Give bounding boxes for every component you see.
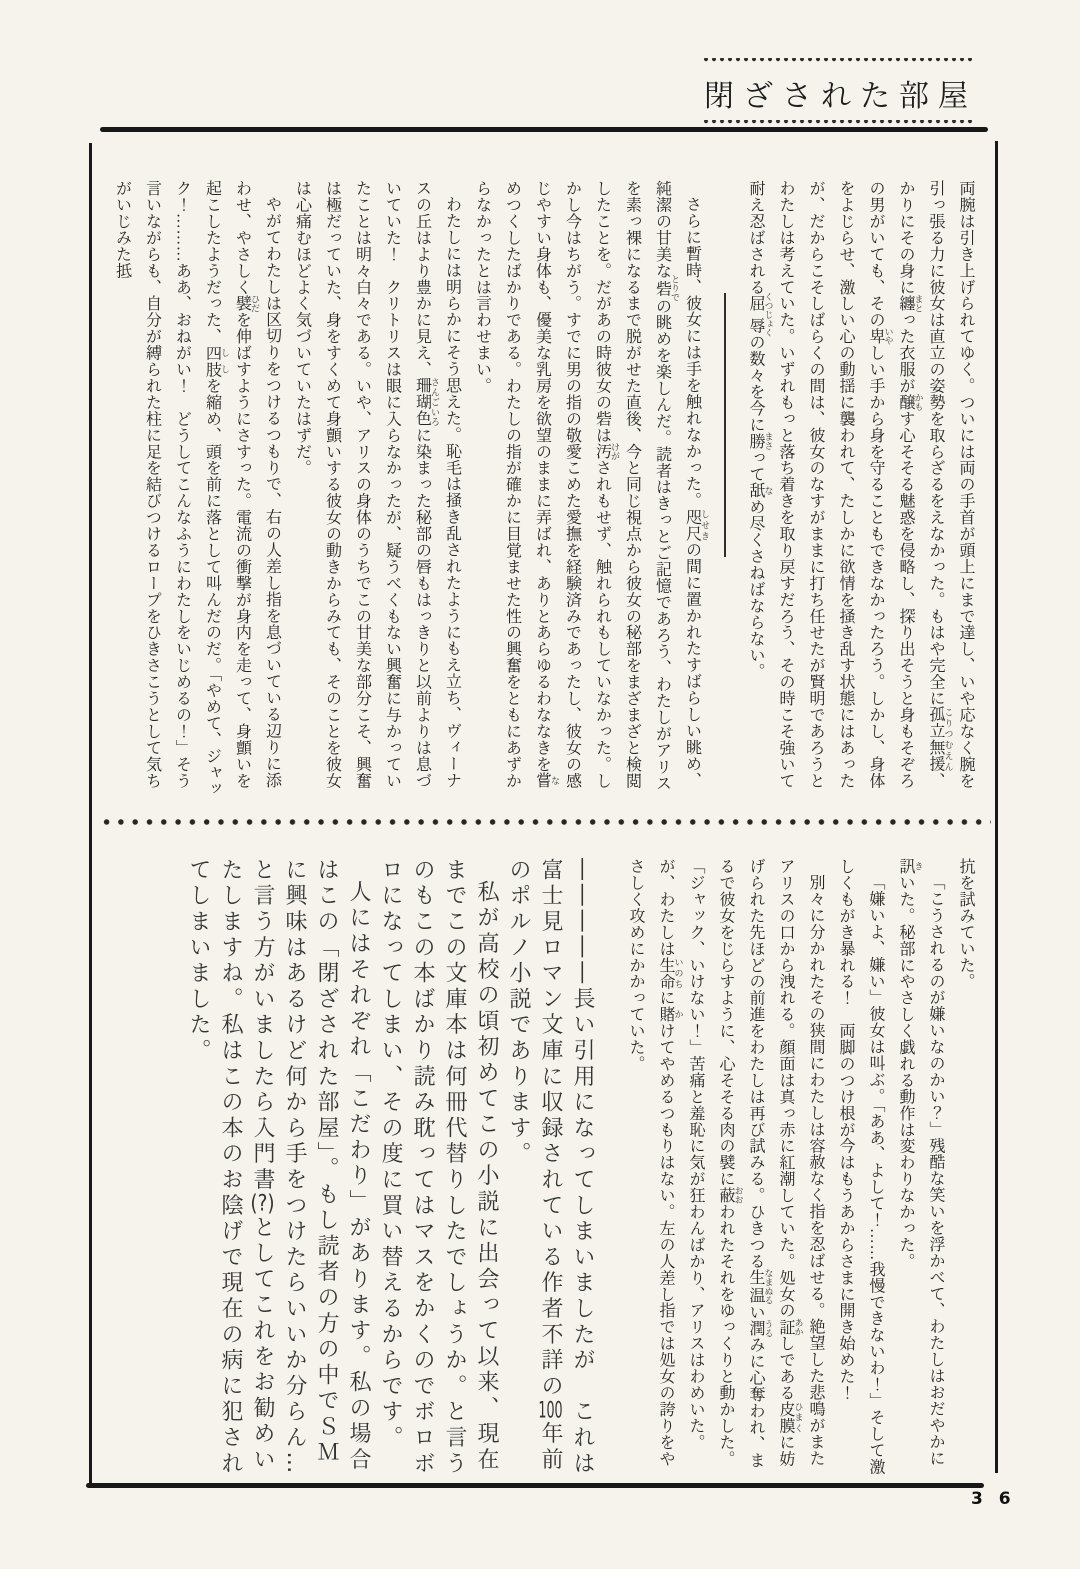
- paragraph: ―――――長い引用になってしまいましたが これは富士見ロマン文庫に収録されている作者不詳の100年前のポルノ小説であります。: [506, 858, 595, 1478]
- paragraph: 私が高校の頃初めてこの小説に出会って以来、現在までこの文庫本は何冊代替りしたでしょうか。と言うのもこの本ばかり読み耽ってはマスをかくのでボロボロになってしまい、その度に買い替えるからです。: [378, 858, 499, 1478]
- quoted-novel-text-lower: [620, 858, 980, 1480]
- frame-top-rule: [100, 127, 988, 132]
- frame-left-rule: [89, 143, 92, 1485]
- section-divider-dash: [710, 180, 740, 804]
- title-wavy-underline: [702, 120, 974, 126]
- handwritten-commentary: [182, 858, 598, 1480]
- paragraph: 両腕は引き上げられてゆく。ついには両の手首が頭上にまで達し、いや応なく腕を引っ張る力に彼女は直立の姿勢を取らざるをえなかった。もはや完全に孤立無援 こりつむえん、かりにその身に纏 まとった衣服が醸 かもす心そそる魅惑を侵略し、探り出そうと身もそぞろの男がいても、その卑 いやしい手から身を守ることもできなかったろう。しかし、身体をよじらせ、激しい心の動揺に襲われて、たしかに欲情を掻き乱す状態にはあったが、だからこそしばらくの間は、彼女のなすがままに打ち任せたが賢明であろうとわたしは考えていた。いずれもっと落ち着きを取り戻すだろう、その時こそ強いて耐え忍ばされる屈辱 くつじょくの数々を今に勝 まさって舐 なめ尽くさねばならない。: [747, 180, 974, 789]
- frame-right-rule: [995, 141, 998, 1473]
- paragraph: 人にはそれぞれ「こだわり」があります。私の場合はこの「閉ざされた部屋」。もし読者の方の中でＳＭに興味はあるけど何から手をつけたらいいか分らん…と言う方がいましたら入門書(?)としてこれをお勧めいたしますね。私はこの本のお陰げで現在の病に犯されてしまいました。: [186, 858, 371, 1478]
- dotted-separator: [103, 818, 991, 826]
- paragraph: 別々に分かれたその狭間にわたしは容赦なく指を忍ばせる。絶望した悲鳴がまたアリスの口から洩れる。顔面は真っ赤に紅潮していた。処女の証 あかしである皮膜 ひまくに妨げられた先ほどの前進をわたしは再び試みる。ひきつる生温 なまぬるい潤 うるみに心奪われ、まるで彼女をじらすように、心そそる肉の襞に蔽 おおわれたそれをゆっくりと動かした。「ジャック、いけない！」苦痛と羞恥に気が狂わんばかり、アリスはわめいた。が、わたしは生命 いのちに賭 かけてやめるつもりはない。左の人差し指では処女の誇りをやさしく攻めにかかっていた。: [627, 858, 824, 1469]
- paragraph: 「こうされるのが嫌いなのかい？」残酷な笑いを浮かべて、わたしはおだやかに訊 きいた。秘部にやさしく戯れる動作は変わりなかった。: [897, 858, 944, 1467]
- paragraph: さらに暫時、彼女には手を触れなかった。咫尺 しせきの間に置かれたすばらしい眺め、純潔の甘美な砦 とりでの眺めを楽しんだ。読者はきっとご記憶であろう、わたしがアリスを素っ裸になるまで脱がせた直後、今と同じ視点から彼女の秘部をまざまざと検閲したことを。だがあの時彼女の砦は汚 けがされもせず、触れられもしていなかった。しかし今はちがう。すでに男の指の敬愛こめた愛撫を経験済みであったし、彼女の感じやすい身体も、優美な乳房を欲望のままに弄ばれ、ありとあらゆるわななきを嘗 なめつくしたばかりである。わたしの指が確かに目覚ませた性の興奮をともにあずからなかったとは言わせまい。: [473, 180, 710, 792]
- paragraph: 「嫌いよ、嫌い」彼女は叫ぶ。「ああ、よして！……我慢できないわ！」そして激しくもがき暴れる！ 両脚のつけ根が今はもうあからさまに開き始めた！: [837, 858, 884, 1475]
- chapter-title-block: [702, 58, 977, 126]
- paragraph: やがてわたしは区切りをつけるつもりで、右の人差し指を息づいている辺りに添わせ、やさしく襞 ひだを伸ばすようにさすった。電流の衝撃が身内を走って、身顫いを起こしたようだった、四肢 ししを縮め、頭を前に落として叫んだのだ。「やめて、ジャック！………ああ、おねがい！ どうしてこんなふうにわたしをいじめるの！」そう言いながらも、自分が縛られた柱に足を結びつけるロープをひきさこうとして気ちがいじみた抵: [113, 180, 281, 798]
- paragraph: 抗を試みていた。: [957, 858, 974, 990]
- frame-bottom-rule: [86, 1483, 984, 1488]
- paragraph: わたしには明らかにそう思えた。恥毛は掻き乱されたようにもえ立ち、ヴィーナスの丘はより豊かに見え、珊瑚色 さんごいろに染まった秘部の唇もはっきりと以前よりは息づいていた！ クリトリスは眼に入らなかったが、疑うべくもない興奮に与かっていたことは明々白々である。いや、アリスの身体のうちでこの甘美な部分こそ、興奮は極だっていた、身をすくめて身顫いする彼女の動きからみても、そのことを彼女は心痛むほどよく気づいていたはずだ。: [293, 180, 461, 789]
- page-number: 3 6: [971, 1489, 1016, 1509]
- chapter-title: 閉ざされた部屋: [704, 80, 977, 113]
- quoted-novel-text-upper: [107, 180, 981, 804]
- vertical-dash-line: [724, 293, 727, 557]
